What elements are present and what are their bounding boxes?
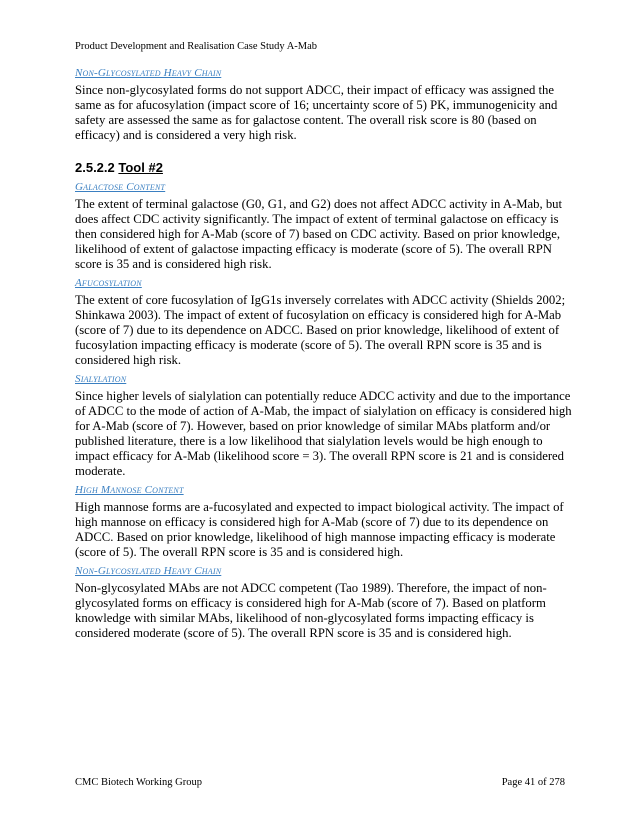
- section-heading: [75, 160, 575, 176]
- intro-subheading: Non-Glycosylated Heavy Chain: [75, 67, 222, 79]
- afucosylation-paragraph: The extent of core fucosylation of IgG1s inversely correlates with ADCC activity (Shields 2002; Shinkawa 2003). The impact of extent of fucosylation on efficacy is considered high for A-Mab (score of 7) due to its dependence on ADCC. Based on prior knowledge, likelihood of extent of fucosylation impacting efficacy is moderate (score of 5). The overall RPN score is 35 and is considered high risk.: [75, 293, 566, 367]
- non-glycosylated-paragraph: Non-glycosylated MAbs are not ADCC competent (Tao 1989). Therefore, the impact of non-glycosylated forms on efficacy is considered high for A-Mab (score of 7). Based on platform knowledge with similar MAbs, likelihood of non-glycosylated forms impacting efficacy is considered moderate (score of 5). The overall RPN score is 35 and is considered high.: [75, 581, 547, 640]
- section-title: Tool #2: [118, 160, 163, 175]
- non-glycosylated-subheading: Non-Glycosylated Heavy Chain: [75, 565, 222, 577]
- high-mannose-paragraph: High mannose forms are a-fucosylated and expected to impact biological activity. The impact of high mannose on efficacy is considered high for A-Mab (score of 7) due to its dependence on ADCC. Based on prior knowledge, likelihood of high mannose impacting efficacy is moderate (score of 5). The overall RPN score is 35 and is considered high.: [75, 500, 564, 559]
- running-title: Product Development and Realisation Case Study A-Mab: [75, 41, 318, 52]
- galactose-subheading: Galactose Content: [75, 181, 166, 193]
- intro-paragraph: Since non-glycosylated forms do not support ADCC, their impact of efficacy was assigned the same as for afucosylation (impact score of 16; uncertainty score of 5) PK, immunogenicity and safety are assessed the same as for galactose content. The overall risk score is 80 (based on efficacy) and is considered a very high risk.: [75, 83, 558, 142]
- document-body: [75, 66, 575, 645]
- page-header: [75, 40, 317, 53]
- footer-organization: CMC Biotech Working Group: [75, 777, 202, 788]
- page-number: Page 41 of 278: [501, 777, 565, 788]
- sialylation-subheading: Sialylation: [75, 373, 127, 385]
- high-mannose-subheading: High Mannose Content: [75, 484, 184, 496]
- section-number: 2.5.2.2: [75, 160, 115, 175]
- afucosylation-subheading: Afucosylation: [75, 277, 142, 289]
- sialylation-paragraph: Since higher levels of sialylation can potentially reduce ADCC activity and due to the importance of ADCC to the mode of action of A-Mab, the impact of sialylation on efficacy is considered high for A-Mab (score of 7). However, based on prior knowledge of similar MAbs platform and/or published literature, there is a low likelihood that sialylation levels would be high enough to impact efficacy for A-Mab (likelihood score = 3). The overall RPN score is 21 and is considered moderate.: [75, 389, 572, 478]
- galactose-paragraph: The extent of terminal galactose (G0, G1, and G2) does not affect ADCC activity in A-Mab, but does affect CDC activity significantly. The impact of extent of terminal galactose on efficacy is then considered high for A-Mab (score of 7) based on CDC activity. Based on prior knowledge, likelihood of extent of galactose impacting efficacy is moderate (score of 5). The overall RPN score is 35 and is considered high risk.: [75, 197, 563, 271]
- page-footer: [75, 776, 565, 789]
